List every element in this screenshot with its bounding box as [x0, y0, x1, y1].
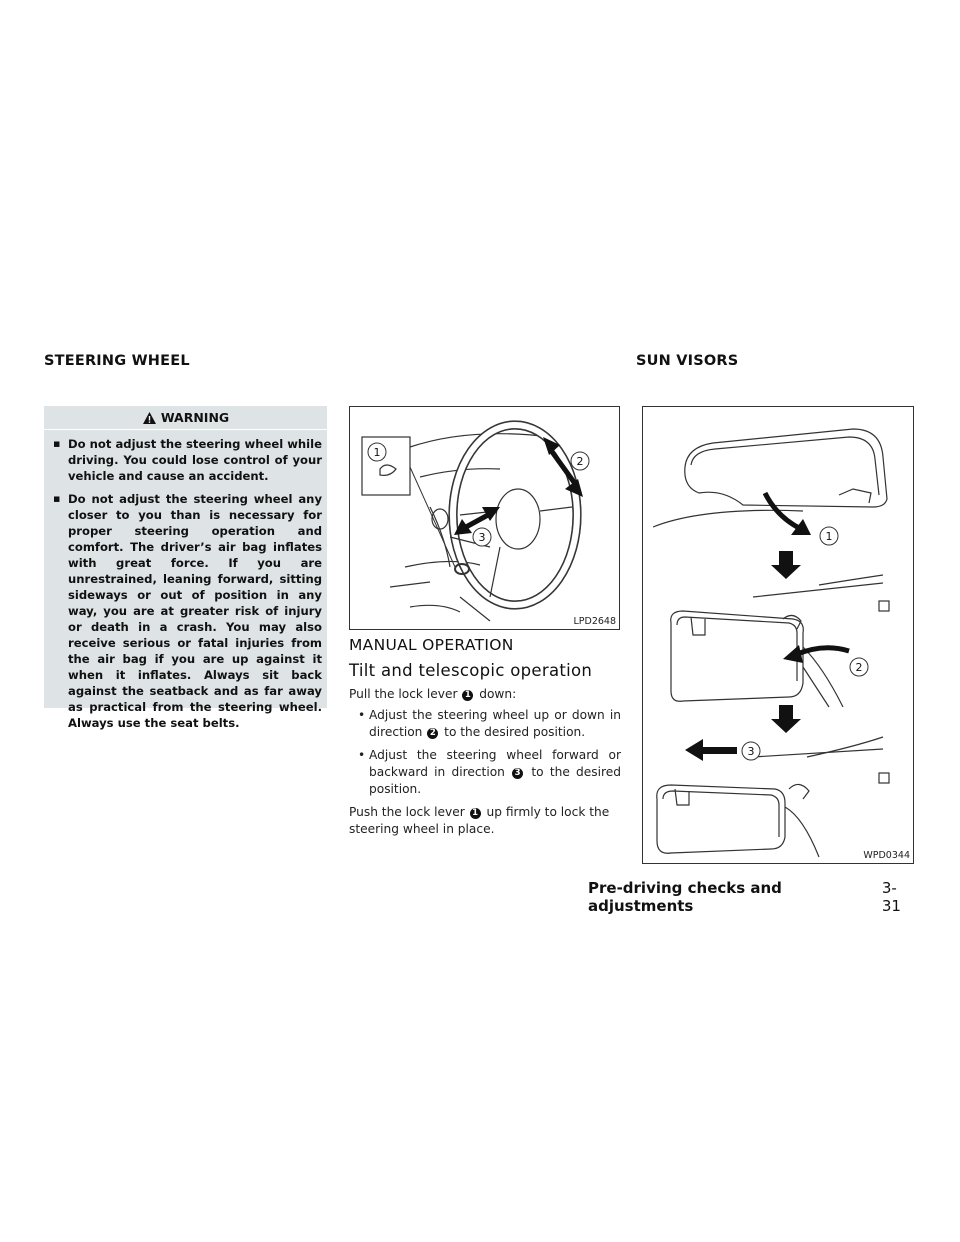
visor-figure-code: WPD0344: [863, 850, 910, 861]
steering-figure-code: LPD2648: [573, 616, 616, 627]
intro-paragraph: [349, 686, 621, 703]
callout-3-marker: 3: [512, 768, 523, 779]
tilt-telescopic-subheading: Tilt and telescopic operation: [349, 661, 593, 680]
sun-visor-illustration: [643, 407, 913, 863]
steering-callout-3: 3: [478, 531, 486, 544]
warning-item: ▪ Do not adjust the steering wheel any closer to you than is necessary for proper steering operation and comfort. The driver’s air bag inflates with great force. If you are unrestrained, leaning forward, sitting sideways or out of position in any way, you are at greater risk of injury or death in a crash. You may also receive serious or fatal injuries from the air bag if you are up against it when it inflates. Always sit back against the seatback and as far away as practical from the steering wheel. Always use the seat belts.: [53, 491, 322, 731]
section-heading-steering-wheel: STEERING WHEEL: [44, 353, 190, 369]
manual-operation-heading: MANUAL OPERATION: [349, 636, 514, 654]
warning-header: [44, 406, 327, 430]
warning-box: [44, 406, 327, 730]
steering-callout-2: 2: [576, 455, 584, 468]
visor-callout-2: 2: [855, 661, 863, 674]
warning-list: [44, 430, 327, 731]
sun-visor-figure: [642, 406, 914, 864]
steps-list: [349, 707, 621, 798]
warning-title: WARNING: [160, 410, 230, 425]
intro-text-end: down:: [479, 687, 517, 701]
manual-operation-body: [349, 686, 621, 838]
callout-1-marker: 1: [462, 690, 473, 701]
steering-wheel-illustration: [350, 407, 619, 629]
steering-callout-1: 1: [373, 446, 381, 459]
steering-wheel-figure: [349, 406, 620, 630]
warning-item: ▪ Do not adjust the steering wheel while driving. You could lose control of your vehicle and cause an accident.: [53, 436, 322, 484]
step-item: • Adjust the steering wheel forward or backward in direction 3 to the desired position.: [349, 747, 621, 798]
page-number: 3-31: [881, 879, 901, 915]
visor-callout-1: 1: [825, 530, 833, 543]
outro-paragraph: Push the lock lever 1 up firmly to lock the steering wheel in place.: [349, 805, 610, 836]
step-item: • Adjust the steering wheel up or down in direction 2 to the desired position.: [349, 707, 621, 741]
callout-2-marker: 2: [427, 728, 438, 739]
warning-triangle-icon: [142, 411, 157, 425]
section-heading-sun-visors: SUN VISORS: [636, 353, 739, 369]
footer-title: Pre-driving checks and adjustments: [588, 879, 782, 915]
callout-1-marker: 1: [470, 808, 481, 819]
visor-callout-3: 3: [747, 745, 755, 758]
page-footer: [588, 879, 914, 915]
intro-text: Pull the lock lever: [349, 687, 458, 701]
